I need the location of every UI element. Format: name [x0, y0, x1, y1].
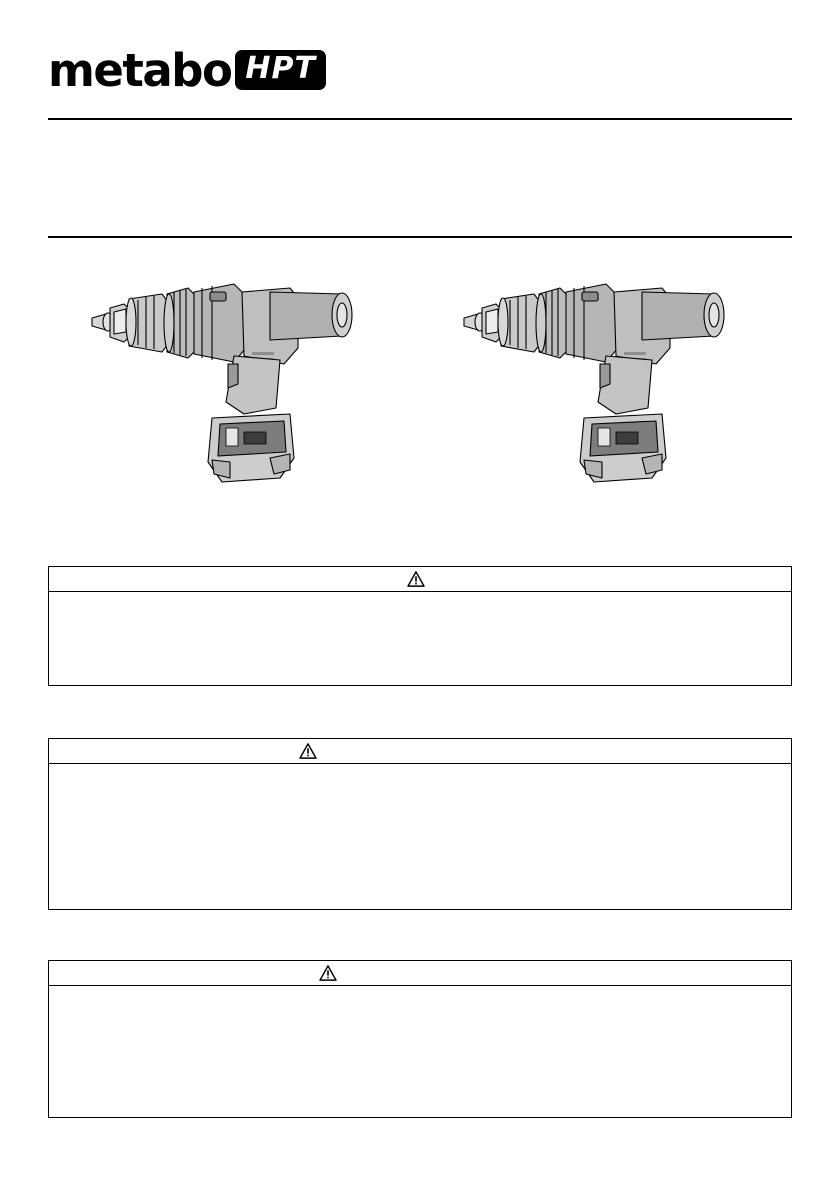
figure-left-caption [84, 511, 384, 525]
cordless-hammer-drill-illustration-right [456, 252, 756, 502]
title-divider [48, 236, 792, 238]
notice-box-2 [48, 738, 792, 910]
warning-triangle-icon [319, 965, 337, 981]
notice-3-line-3 [59, 1030, 781, 1046]
notice-3-line-1 [59, 994, 781, 1010]
warning-triangle-icon [299, 743, 317, 759]
title-block [48, 132, 792, 212]
notice-2-header [49, 739, 791, 764]
notice-1-header [49, 567, 791, 592]
warning-triangle-icon [407, 571, 425, 587]
notice-3-line-5 [59, 1066, 781, 1082]
notice-1-body [49, 592, 791, 664]
notice-2-line-1 [59, 772, 781, 788]
figure-right [456, 252, 756, 525]
notice-3-header [49, 961, 791, 986]
notice-1-line-2 [59, 618, 781, 634]
title-line-2 [48, 152, 792, 172]
figure-right-caption [456, 511, 756, 525]
header-divider [48, 118, 792, 120]
product-figures [48, 252, 792, 522]
notice-2-line-6 [59, 862, 781, 878]
notice-3-line-2 [59, 1012, 781, 1028]
brand-hpt-badge: HPT [235, 50, 326, 90]
notice-1-line-3 [59, 636, 781, 652]
figure-left [84, 252, 384, 525]
notice-3-body [49, 986, 791, 1094]
title-line-4 [48, 192, 792, 212]
title-line-3 [48, 172, 792, 192]
brand-logo [48, 44, 326, 96]
brand-wordmark: metabo [48, 43, 232, 97]
notice-box-3 [48, 960, 792, 1118]
notice-2-line-3 [59, 808, 781, 824]
notice-box-1 [48, 566, 792, 686]
cordless-hammer-drill-illustration-left [84, 252, 384, 502]
title-line-1 [48, 132, 792, 152]
notice-1-line-1 [59, 600, 781, 616]
notice-2-body [49, 764, 791, 890]
notice-2-line-2 [59, 790, 781, 806]
notice-3-line-4 [59, 1048, 781, 1064]
notice-2-line-4 [59, 826, 781, 842]
notice-2-line-5 [59, 844, 781, 860]
